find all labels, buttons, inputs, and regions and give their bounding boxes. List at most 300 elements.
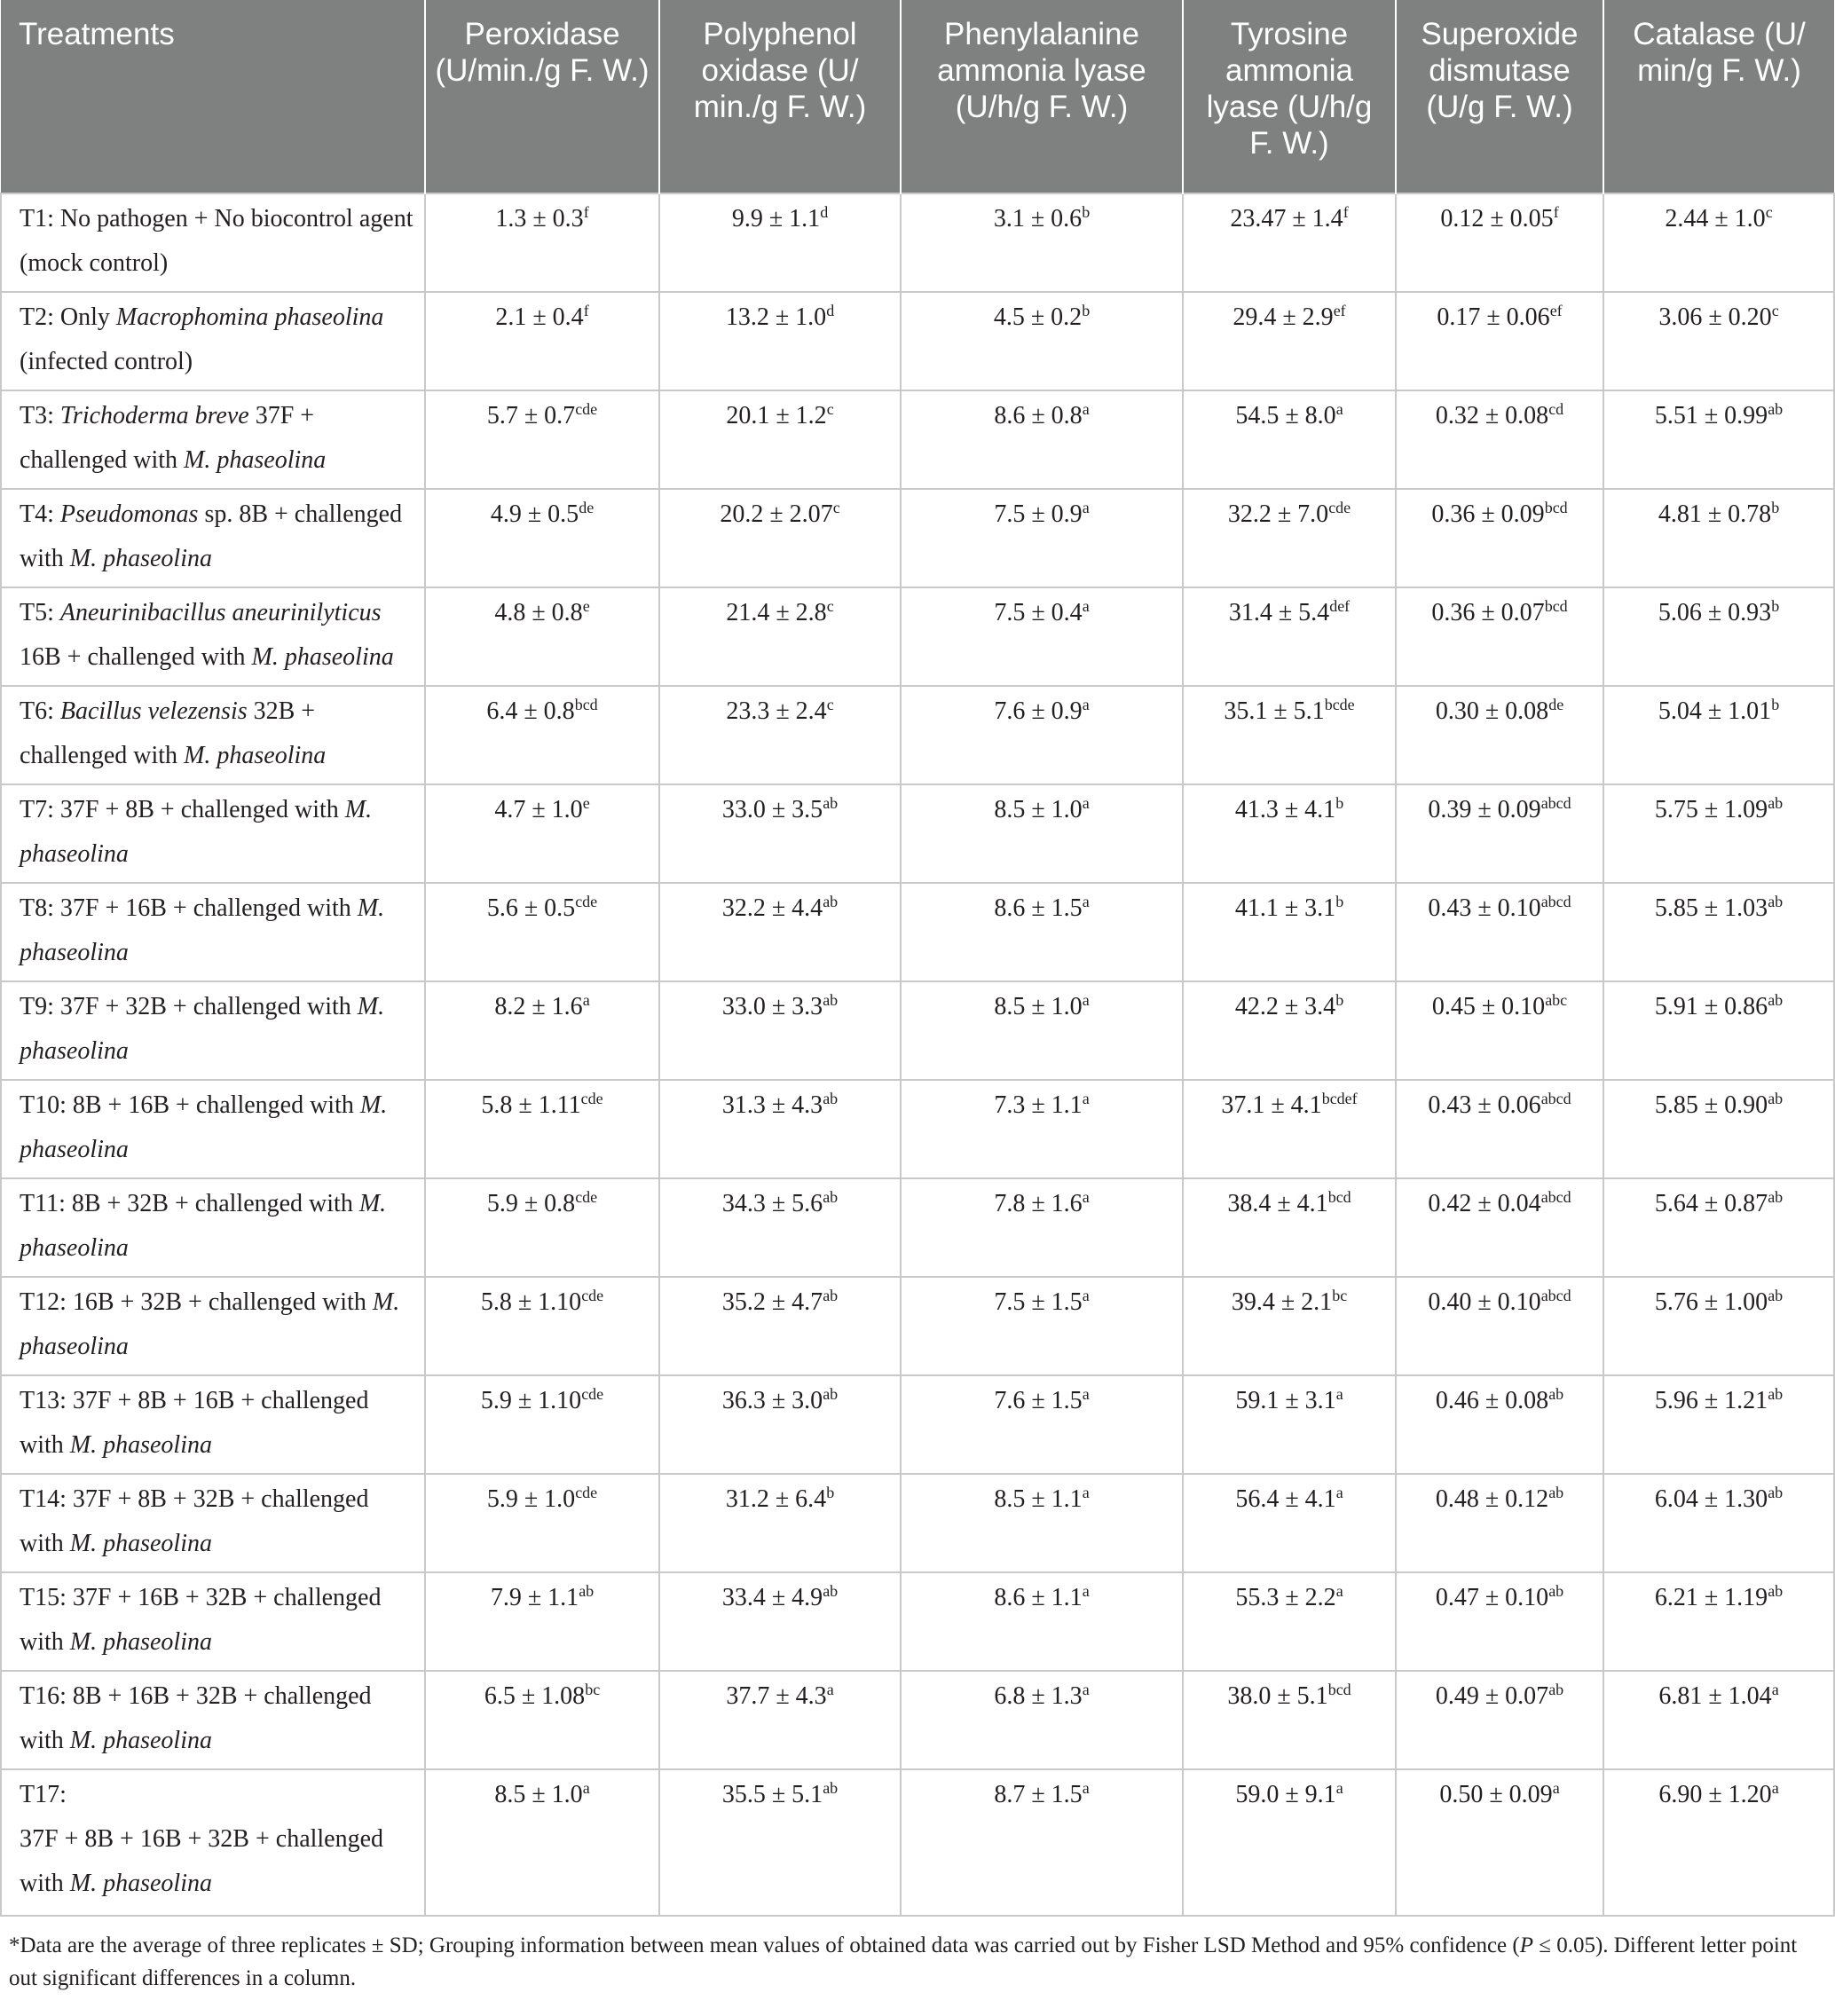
mean-sd-value: 5.75 ± 1.09	[1654, 796, 1768, 823]
mean-sd-value: 31.2 ± 6.4	[725, 1485, 827, 1513]
significance-letters: b	[826, 1484, 835, 1502]
value-cell	[1396, 883, 1603, 981]
mean-sd-value: 33.4 ± 4.9	[721, 1584, 823, 1611]
significance-letters: bcd	[1327, 1188, 1351, 1207]
value-cell	[659, 390, 901, 489]
species-name: M. phaseolina	[69, 1431, 212, 1459]
value-cell	[1603, 489, 1834, 587]
mean-sd-value: 3.1 ± 0.6	[993, 205, 1083, 232]
significance-letters: b	[1771, 696, 1780, 714]
header-cell: Treatments	[1, 0, 425, 193]
mean-sd-value: 35.1 ± 5.1	[1224, 697, 1325, 725]
value-cell	[1396, 1080, 1603, 1178]
significance-letters: ab	[1768, 1484, 1784, 1502]
mean-sd-value: 35.5 ± 5.1	[721, 1781, 823, 1808]
mean-sd-value: 6.4 ± 0.8	[486, 697, 575, 725]
mean-sd-value: 13.2 ± 1.0	[725, 303, 827, 331]
significance-letters: b	[1335, 893, 1344, 911]
treatment-cell	[1, 686, 425, 784]
mean-sd-value: 0.45 ± 0.10	[1431, 993, 1546, 1020]
mean-sd-value: 2.1 ± 0.4	[495, 303, 584, 331]
species-name: M. phaseolina	[251, 643, 394, 671]
significance-letters: ab	[823, 1779, 839, 1798]
value-cell	[1183, 686, 1396, 784]
treatment-text: T16: 8B + 16B + 32B + challenged with	[20, 1682, 372, 1754]
mean-sd-value: 29.4 ± 2.9	[1233, 303, 1334, 331]
treatment-text: T1: No pathogen + No biocontrol agent (mock control)	[20, 205, 413, 277]
mean-sd-value: 41.3 ± 4.1	[1234, 796, 1336, 823]
species-name: M. phaseolina	[20, 993, 385, 1065]
table-row	[1, 587, 1834, 686]
table-row	[1, 1474, 1834, 1572]
value-cell	[901, 489, 1183, 587]
value-cell	[425, 292, 659, 390]
value-cell	[1396, 1474, 1603, 1572]
treatment-text: 37F + challenged with	[20, 402, 315, 474]
header-cell: Phenylalanine ammonia lyase (U/h/g F. W.)	[901, 0, 1183, 193]
significance-letters: cde	[575, 1484, 598, 1502]
mean-sd-value: 5.85 ± 1.03	[1654, 894, 1768, 922]
significance-letters: f	[1343, 203, 1349, 222]
mean-sd-value: 21.4 ± 2.8	[726, 599, 827, 626]
mean-sd-value: 35.2 ± 4.7	[721, 1288, 823, 1316]
treatment-cell	[1, 1277, 425, 1375]
species-name: M. phaseolina	[184, 742, 327, 769]
species-name: M. phaseolina	[20, 894, 385, 966]
significance-letters: a	[1335, 1582, 1343, 1601]
table-row	[1, 1277, 1834, 1375]
value-cell	[1603, 1375, 1834, 1474]
value-cell	[901, 193, 1183, 292]
significance-letters: e	[582, 794, 590, 813]
value-cell	[1603, 686, 1834, 784]
species-name: M. phaseolina	[20, 1091, 388, 1163]
table-row	[1, 981, 1834, 1080]
table-row	[1, 784, 1834, 883]
value-cell	[425, 1178, 659, 1277]
treatment-cell	[1, 981, 425, 1080]
mean-sd-value: 7.5 ± 0.4	[994, 599, 1083, 626]
species-name: M. phaseolina	[69, 1870, 212, 1897]
significance-letters: ab	[823, 1582, 839, 1601]
significance-letters: ab	[1768, 1090, 1784, 1108]
treatment-text: 37F + 8B + 16B + 32B + challenged with	[20, 1825, 384, 1897]
value-cell	[901, 587, 1183, 686]
significance-letters: a	[1335, 1779, 1343, 1798]
mean-sd-value: 0.49 ± 0.07	[1435, 1682, 1549, 1710]
treatment-text: 32B + challenged with	[20, 697, 316, 769]
mean-sd-value: 5.04 ± 1.01	[1658, 697, 1772, 725]
mean-sd-value: 54.5 ± 8.0	[1235, 402, 1336, 429]
treatment-text: T14: 37F + 8B + 32B + challenged with	[20, 1485, 369, 1557]
significance-letters: a	[1335, 1484, 1343, 1502]
species-name: M. phaseolina	[184, 446, 327, 474]
significance-letters: ab	[1548, 1484, 1564, 1502]
mean-sd-value: 20.2 ± 2.07	[720, 500, 833, 528]
mean-sd-value: 0.43 ± 0.10	[1428, 894, 1541, 922]
significance-letters: a	[1082, 1287, 1090, 1305]
value-cell	[901, 1178, 1183, 1277]
significance-letters: ab	[1548, 1681, 1564, 1699]
value-cell	[425, 1769, 659, 1916]
significance-letters: ab	[823, 794, 839, 813]
value-cell	[1183, 981, 1396, 1080]
table-row	[1, 1178, 1834, 1277]
mean-sd-value: 41.1 ± 3.1	[1234, 894, 1336, 922]
value-cell	[901, 1277, 1183, 1375]
table-row	[1, 686, 1834, 784]
value-cell	[425, 489, 659, 587]
significance-letters: bcd	[1544, 499, 1568, 517]
value-cell	[1396, 587, 1603, 686]
species-name: M. phaseolina	[69, 1628, 212, 1656]
value-cell	[425, 1572, 659, 1671]
table-row	[1, 1080, 1834, 1178]
significance-letters: cde	[1328, 499, 1351, 517]
significance-letters: de	[579, 499, 595, 517]
mean-sd-value: 4.8 ± 0.8	[494, 599, 583, 626]
treatment-text: 16B + challenged with	[20, 643, 252, 671]
value-cell	[1603, 883, 1834, 981]
significance-letters: c	[826, 696, 834, 714]
value-cell	[901, 1375, 1183, 1474]
value-cell	[1603, 1178, 1834, 1277]
value-cell	[901, 883, 1183, 981]
mean-sd-value: 5.06 ± 0.93	[1658, 599, 1772, 626]
mean-sd-value: 34.3 ± 5.6	[721, 1190, 823, 1217]
significance-letters: a	[1082, 1681, 1090, 1699]
mean-sd-value: 4.9 ± 0.5	[490, 500, 579, 528]
significance-letters: bcd	[574, 696, 598, 714]
significance-letters: b	[1771, 499, 1780, 517]
treatment-cell	[1, 1178, 425, 1277]
value-cell	[1183, 1277, 1396, 1375]
significance-letters: f	[1553, 203, 1559, 222]
value-cell	[659, 489, 901, 587]
mean-sd-value: 55.3 ± 2.2	[1235, 1584, 1336, 1611]
significance-letters: c	[1765, 203, 1773, 222]
value-cell	[1603, 292, 1834, 390]
mean-sd-value: 23.47 ± 1.4	[1230, 205, 1343, 232]
mean-sd-value: 6.8 ± 1.3	[994, 1682, 1083, 1710]
significance-letters: a	[582, 1779, 590, 1798]
mean-sd-value: 0.40 ± 0.10	[1428, 1288, 1541, 1316]
value-cell	[1183, 292, 1396, 390]
mean-sd-value: 0.32 ± 0.08	[1435, 402, 1549, 429]
treatment-text: T13: 37F + 8B + 16B + challenged with	[20, 1387, 369, 1459]
value-cell	[1183, 489, 1396, 587]
treatment-text: T8: 37F + 16B + challenged with	[20, 894, 358, 922]
treatment-text: T7: 37F + 8B + challenged with	[20, 796, 345, 823]
value-cell	[659, 1277, 901, 1375]
species-name: M. phaseolina	[69, 1727, 212, 1754]
value-cell	[659, 981, 901, 1080]
treatment-cell	[1, 587, 425, 686]
significance-letters: ab	[823, 1287, 839, 1305]
value-cell	[1603, 587, 1834, 686]
mean-sd-value: 0.50 ± 0.09	[1439, 1781, 1553, 1808]
mean-sd-value: 6.90 ± 1.20	[1658, 1781, 1772, 1808]
value-cell	[1183, 1178, 1396, 1277]
treatment-cell	[1, 1572, 425, 1671]
mean-sd-value: 0.42 ± 0.04	[1428, 1190, 1541, 1217]
mean-sd-value: 20.1 ± 1.2	[726, 402, 827, 429]
treatment-text: T17:	[20, 1781, 67, 1808]
value-cell	[425, 1671, 659, 1769]
significance-letters: a	[1082, 696, 1090, 714]
significance-letters: cde	[581, 1287, 604, 1305]
table-row	[1, 1769, 1834, 1916]
value-cell	[659, 1178, 901, 1277]
treatment-cell	[1, 489, 425, 587]
mean-sd-value: 59.1 ± 3.1	[1235, 1387, 1336, 1414]
value-cell	[1603, 1671, 1834, 1769]
mean-sd-value: 7.5 ± 0.9	[994, 500, 1083, 528]
significance-letters: bcd	[1327, 1681, 1351, 1699]
mean-sd-value: 36.3 ± 3.0	[721, 1387, 823, 1414]
mean-sd-value: 5.85 ± 0.90	[1654, 1091, 1768, 1119]
mean-sd-value: 0.39 ± 0.09	[1428, 796, 1541, 823]
significance-letters: ab	[823, 893, 839, 911]
table-body	[1, 193, 1834, 1916]
significance-letters: cd	[1548, 400, 1564, 419]
treatment-cell	[1, 1769, 425, 1916]
table-row	[1, 390, 1834, 489]
significance-letters: a	[1082, 1484, 1090, 1502]
header-cell: Polyphenol oxidase (U/ min./g F. W.)	[659, 0, 901, 193]
significance-letters: ab	[1768, 893, 1784, 911]
value-cell	[659, 587, 901, 686]
treatment-cell	[1, 1671, 425, 1769]
value-cell	[659, 1080, 901, 1178]
header-row	[1, 0, 1834, 193]
significance-letters: a	[1082, 499, 1090, 517]
treatment-text: T5:	[20, 599, 60, 626]
significance-letters: abcd	[1540, 794, 1571, 813]
mean-sd-value: 7.9 ± 1.1	[490, 1584, 579, 1611]
treatment-cell	[1, 784, 425, 883]
table-row	[1, 1375, 1834, 1474]
value-cell	[901, 686, 1183, 784]
species-name: Pseudomonas	[59, 500, 199, 528]
mean-sd-value: 8.2 ± 1.6	[494, 993, 583, 1020]
mean-sd-value: 0.30 ± 0.08	[1435, 697, 1549, 725]
value-cell	[901, 1769, 1183, 1916]
value-cell	[1603, 1080, 1834, 1178]
significance-letters: b	[1082, 203, 1091, 222]
value-cell	[1183, 1572, 1396, 1671]
mean-sd-value: 32.2 ± 4.4	[721, 894, 823, 922]
value-cell	[901, 292, 1183, 390]
significance-letters: ab	[823, 1090, 839, 1108]
mean-sd-value: 7.6 ± 1.5	[994, 1387, 1083, 1414]
significance-letters: cde	[575, 1188, 598, 1207]
treatment-cell	[1, 1375, 425, 1474]
significance-letters: f	[583, 302, 589, 320]
significance-letters: abcd	[1540, 893, 1571, 911]
value-cell	[1183, 193, 1396, 292]
value-cell	[1603, 981, 1834, 1080]
significance-letters: d	[826, 302, 835, 320]
value-cell	[1396, 784, 1603, 883]
value-cell	[659, 193, 901, 292]
mean-sd-value: 4.5 ± 0.2	[993, 303, 1083, 331]
value-cell	[1396, 1277, 1603, 1375]
treatment-cell	[1, 1080, 425, 1178]
treatment-cell	[1, 883, 425, 981]
treatment-cell	[1, 390, 425, 489]
value-cell	[901, 981, 1183, 1080]
value-cell	[1396, 489, 1603, 587]
value-cell	[1396, 1375, 1603, 1474]
treatment-text: T12: 16B + 32B + challenged with	[20, 1288, 373, 1316]
significance-letters: ab	[823, 1188, 839, 1207]
value-cell	[1396, 1671, 1603, 1769]
treatment-text: (infected control)	[20, 348, 193, 375]
header-cell: Catalase (U/ min/g F. W.)	[1603, 0, 1834, 193]
header-cell: Superoxide dismutase (U/g F. W.)	[1396, 0, 1603, 193]
mean-sd-value: 5.64 ± 0.87	[1654, 1190, 1768, 1217]
significance-letters: abcd	[1540, 1287, 1571, 1305]
species-name: M. phaseolina	[20, 1288, 400, 1360]
footnote-text-end: ≤ 0.05). Different letter point out significant differences in a column.	[9, 1933, 1798, 1990]
value-cell	[425, 784, 659, 883]
table-row	[1, 193, 1834, 292]
mean-sd-value: 7.8 ± 1.6	[994, 1190, 1083, 1217]
value-cell	[901, 784, 1183, 883]
significance-letters: ab	[1768, 1188, 1784, 1207]
treatment-text: T9: 37F + 32B + challenged with	[20, 993, 358, 1020]
treatment-cell	[1, 292, 425, 390]
table-row	[1, 883, 1834, 981]
table-row	[1, 292, 1834, 390]
value-cell	[1183, 587, 1396, 686]
value-cell	[1183, 1375, 1396, 1474]
significance-letters: ab	[823, 1385, 839, 1404]
mean-sd-value: 5.96 ± 1.21	[1654, 1387, 1768, 1414]
value-cell	[1396, 1178, 1603, 1277]
mean-sd-value: 9.9 ± 1.1	[731, 205, 821, 232]
mean-sd-value: 7.5 ± 1.5	[994, 1288, 1083, 1316]
significance-letters: ab	[579, 1582, 595, 1601]
value-cell	[1603, 1572, 1834, 1671]
significance-letters: abcd	[1540, 1090, 1571, 1108]
mean-sd-value: 8.5 ± 1.0	[994, 796, 1083, 823]
value-cell	[425, 390, 659, 489]
species-name: Bacillus velezensis	[59, 697, 248, 725]
significance-letters: b	[1082, 302, 1091, 320]
species-name: M. phaseolina	[69, 1530, 212, 1557]
mean-sd-value: 0.46 ± 0.08	[1435, 1387, 1549, 1414]
mean-sd-value: 0.36 ± 0.09	[1431, 500, 1545, 528]
value-cell	[659, 784, 901, 883]
significance-letters: ab	[1768, 1582, 1784, 1601]
mean-sd-value: 23.3 ± 2.4	[726, 697, 827, 725]
treatment-cell	[1, 1474, 425, 1572]
mean-sd-value: 39.4 ± 2.1	[1231, 1288, 1333, 1316]
significance-letters: a	[826, 1681, 834, 1699]
mean-sd-value: 5.7 ± 0.7	[486, 402, 576, 429]
value-cell	[659, 1671, 901, 1769]
value-cell	[901, 1671, 1183, 1769]
treatment-text: T2: Only	[20, 303, 116, 331]
significance-letters: abc	[1545, 991, 1568, 1010]
value-cell	[1603, 784, 1834, 883]
significance-letters: cde	[575, 893, 598, 911]
significance-letters: d	[820, 203, 829, 222]
mean-sd-value: 5.9 ± 0.8	[486, 1190, 576, 1217]
significance-letters: a	[1082, 794, 1090, 813]
value-cell	[1396, 686, 1603, 784]
mean-sd-value: 1.3 ± 0.3	[495, 205, 584, 232]
significance-letters: ab	[1768, 400, 1784, 419]
significance-letters: ab	[1768, 1385, 1784, 1404]
significance-letters: b	[1335, 794, 1344, 813]
mean-sd-value: 0.17 ± 0.06	[1437, 303, 1550, 331]
significance-letters: bcd	[1544, 597, 1568, 616]
mean-sd-value: 2.44 ± 1.0	[1665, 205, 1766, 232]
mean-sd-value: 6.5 ± 1.08	[484, 1682, 586, 1710]
value-cell	[1183, 784, 1396, 883]
significance-letters: a	[1082, 1779, 1090, 1798]
mean-sd-value: 32.2 ± 7.0	[1227, 500, 1329, 528]
table-row	[1, 1671, 1834, 1769]
significance-letters: ab	[1768, 794, 1784, 813]
mean-sd-value: 6.04 ± 1.30	[1654, 1485, 1768, 1513]
value-cell	[901, 1474, 1183, 1572]
value-cell	[1603, 390, 1834, 489]
significance-letters: a	[1082, 1090, 1090, 1108]
significance-letters: bcdef	[1321, 1090, 1358, 1108]
species-name: Macrophomina phaseolina	[115, 303, 384, 331]
mean-sd-value: 42.2 ± 3.4	[1234, 993, 1336, 1020]
treatment-text: sp. 8B + challenged with	[20, 500, 403, 572]
value-cell	[1183, 1080, 1396, 1178]
mean-sd-value: 31.3 ± 4.3	[721, 1091, 823, 1119]
mean-sd-value: 56.4 ± 4.1	[1235, 1485, 1336, 1513]
footnote-p-symbol: P	[1519, 1933, 1533, 1957]
value-cell	[1183, 1671, 1396, 1769]
table-footnote	[9, 1929, 1828, 1995]
significance-letters: a	[1082, 1188, 1090, 1207]
mean-sd-value: 38.0 ± 5.1	[1227, 1682, 1328, 1710]
value-cell	[425, 1080, 659, 1178]
significance-letters: a	[1771, 1681, 1779, 1699]
mean-sd-value: 0.36 ± 0.07	[1431, 599, 1545, 626]
significance-letters: abcd	[1540, 1188, 1571, 1207]
mean-sd-value: 37.7 ± 4.3	[726, 1682, 827, 1710]
mean-sd-value: 0.47 ± 0.10	[1435, 1584, 1549, 1611]
value-cell	[1183, 1474, 1396, 1572]
value-cell	[425, 981, 659, 1080]
mean-sd-value: 5.8 ± 1.11	[481, 1091, 581, 1119]
value-cell	[425, 587, 659, 686]
header-cell: Peroxidase (U/min./g F. W.)	[425, 0, 659, 193]
mean-sd-value: 8.6 ± 1.1	[994, 1584, 1083, 1611]
value-cell	[425, 193, 659, 292]
significance-letters: def	[1329, 597, 1351, 616]
value-cell	[425, 1474, 659, 1572]
treatment-text: T15: 37F + 16B + 32B + challenged with	[20, 1584, 382, 1656]
value-cell	[1603, 1277, 1834, 1375]
mean-sd-value: 7.6 ± 0.9	[994, 697, 1083, 725]
significance-letters: bc	[1332, 1287, 1348, 1305]
value-cell	[1603, 1474, 1834, 1572]
mean-sd-value: 7.3 ± 1.1	[994, 1091, 1083, 1119]
value-cell	[1396, 981, 1603, 1080]
mean-sd-value: 3.06 ± 0.20	[1658, 303, 1772, 331]
value-cell	[901, 1080, 1183, 1178]
